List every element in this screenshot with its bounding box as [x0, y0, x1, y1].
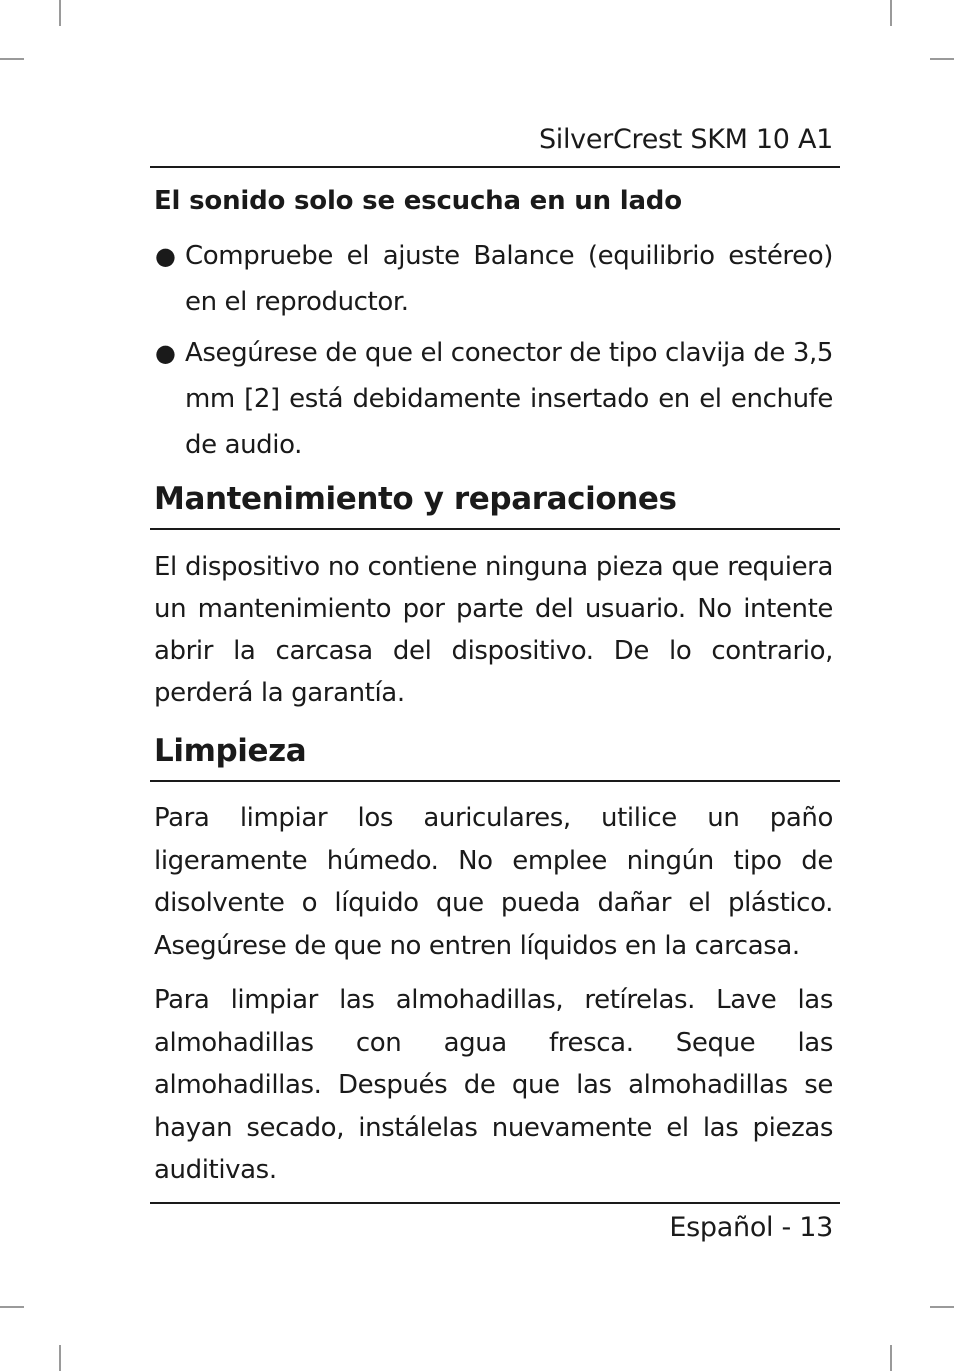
- crop-mark: [59, 0, 61, 26]
- bullet-icon: ●: [155, 242, 176, 270]
- footer-rule: [150, 1202, 840, 1204]
- bullet-item: [154, 330, 833, 468]
- header-rule: [150, 166, 840, 168]
- bullet-text: Asegúrese de que el conector de tipo clavija de 3,5 mm [2] está debidamente insertado en el enchufe de audio.: [185, 338, 833, 460]
- crop-mark: [59, 1345, 61, 1371]
- crop-mark: [0, 1306, 24, 1308]
- cleaning-heading: Limpieza: [154, 733, 307, 769]
- maintenance-paragraph: El dispositivo no contiene ninguna pieza que requiera un mantenimiento por parte del usuario. No intente abrir la carcasa del dispositivo. De lo contrario, perderá la garantía.: [154, 552, 833, 708]
- running-header: SilverCrest SKM 10 A1: [538, 124, 833, 155]
- crop-mark: [930, 58, 954, 60]
- crop-mark: [890, 1345, 892, 1371]
- bullet-item: [154, 233, 833, 325]
- page-number: Español - 13: [669, 1212, 833, 1243]
- crop-mark: [930, 1306, 954, 1308]
- section-rule-maintenance: [150, 528, 840, 530]
- troubleshooting-heading: El sonido solo se escucha en un lado: [154, 186, 682, 216]
- cleaning-paragraph: Para limpiar las almohadillas, retírelas. Lave las almohadillas con agua fresca. Seque las almohadillas. Después de que las almohadillas se hayan secado, instálelas nuevamente el las piezas auditivas.: [154, 985, 833, 1185]
- crop-mark: [0, 58, 24, 60]
- crop-mark: [890, 0, 892, 26]
- bullet-icon: ●: [155, 339, 176, 367]
- maintenance-heading: Mantenimiento y reparaciones: [154, 481, 677, 517]
- bullet-text: Compruebe el ajuste Balance (equilibrio estéreo) en el reproductor.: [185, 241, 833, 317]
- section-rule-cleaning: [150, 780, 840, 782]
- cleaning-paragraph: Para limpiar los auriculares, utilice un paño ligeramente húmedo. No emplee ningún tipo de disolvente o líquido que pueda dañar el plástico. Asegúrese de que no entren líquidos en la carcasa.: [154, 803, 833, 961]
